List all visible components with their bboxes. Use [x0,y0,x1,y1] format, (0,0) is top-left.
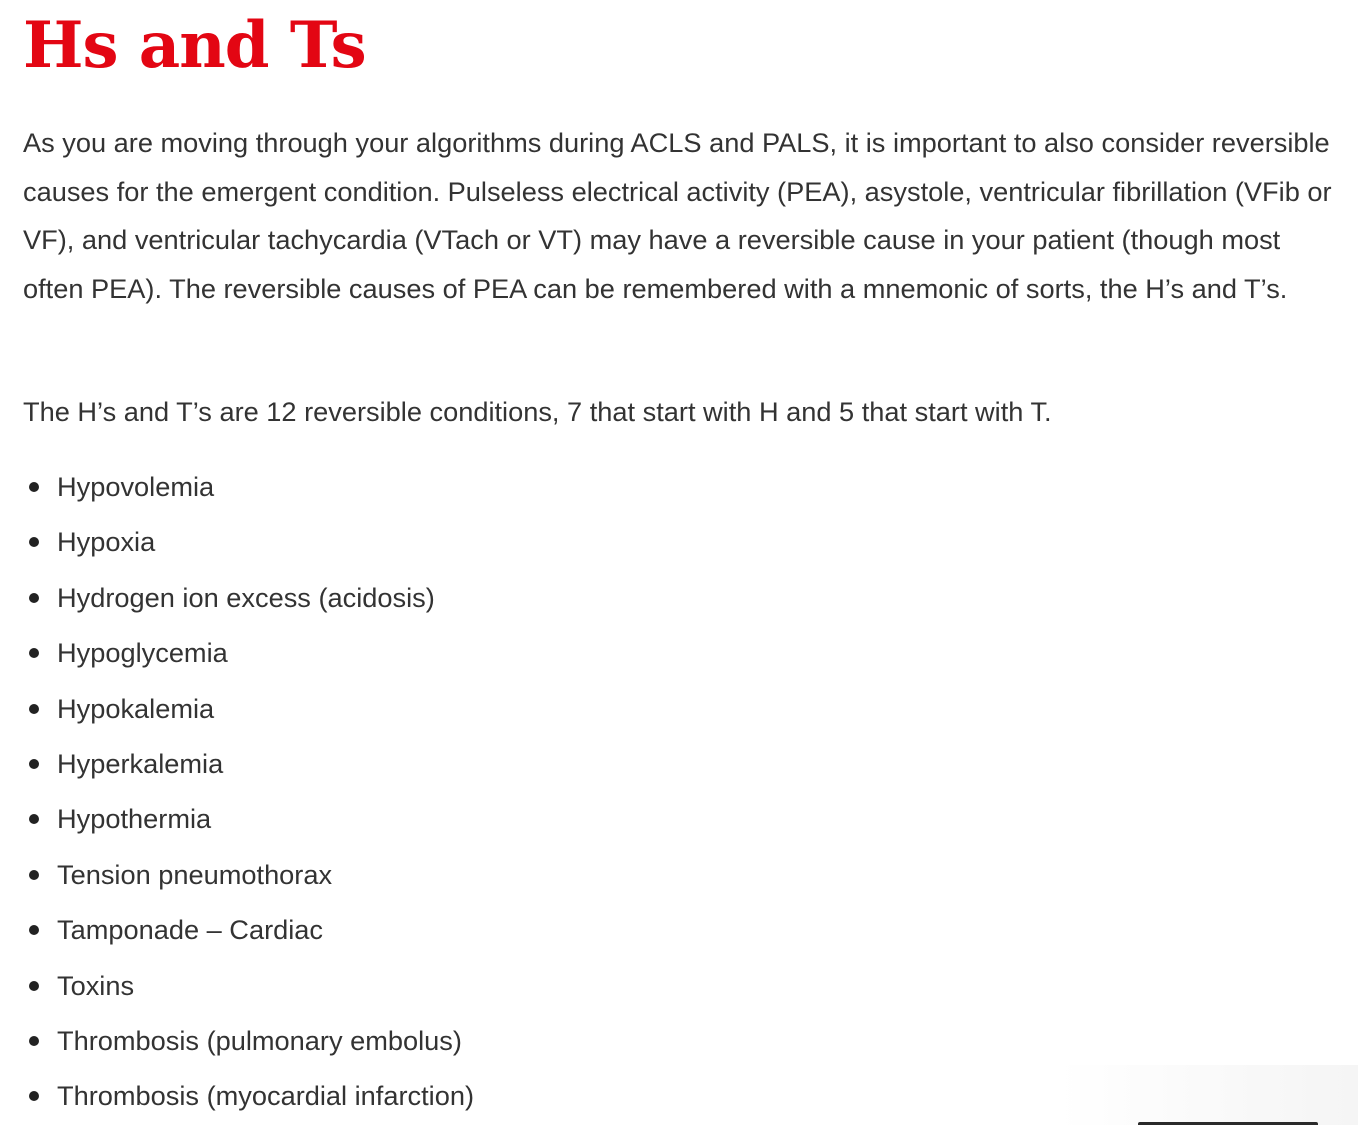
bullet-icon [29,925,39,935]
bullet-icon [29,648,39,658]
list-item-label: Hypoglycemia [57,637,228,669]
list-item-label: Tension pneumothorax [57,858,333,890]
bullet-icon [29,1036,39,1046]
bullet-icon [29,814,39,824]
bullet-icon [29,759,39,769]
bullet-icon [29,981,39,991]
list-item [23,685,1323,740]
list-item-label: Hyperkalemia [57,747,224,779]
list-item-label: Hypoxia [57,526,156,558]
list-item-label: Hypothermia [57,803,212,835]
bullet-icon [29,870,39,880]
list-item [23,463,1323,518]
list-item [23,1072,1323,1127]
list-item [23,962,1323,1017]
list-item-label: Hydrogen ion excess (acidosis) [57,581,435,613]
page-title: Hs and Ts [23,8,366,83]
list-item [23,629,1323,684]
bullet-icon [29,593,39,603]
list-item [23,851,1323,906]
list-item-label: Hypokalemia [57,692,215,724]
bullet-icon [29,482,39,492]
lead-paragraph: The H’s and T’s are 12 reversible conditions, 7 that start with H and 5 that start with T. [23,396,1052,427]
list-item [23,518,1323,573]
list-item-label: Hypovolemia [57,471,215,502]
list-item-label: Thrombosis (pulmonary embolus) [57,1024,462,1056]
bullet-icon [29,537,39,547]
list-item [23,574,1323,629]
list-item-label: Tamponade – Cardiac [57,914,323,946]
list-item [23,906,1323,961]
reversible-causes-list [23,463,1323,1128]
list-item [23,795,1323,850]
list-item-label: Toxins [57,969,135,1001]
list-item [23,1017,1323,1072]
bullet-icon [29,1091,39,1101]
list-item [23,740,1323,795]
list-item-label: Thrombosis (myocardial infarction) [57,1080,474,1112]
intro-paragraph: As you are moving through your algorithms during ACLS and PALS, it is important to also consider reversible causes for the emergent condition. Pulseless electrical activity (PEA), asystole, ventricular fibrillation (VFib or VF), and ventricular tachycardia (VTach or VT) may have a reversible cause in your patient (though most often PEA). The reversible causes of PEA can be remembered with a mnemonic of sorts, the H’s and T’s. [23,127,1332,305]
bullet-icon [29,704,39,714]
